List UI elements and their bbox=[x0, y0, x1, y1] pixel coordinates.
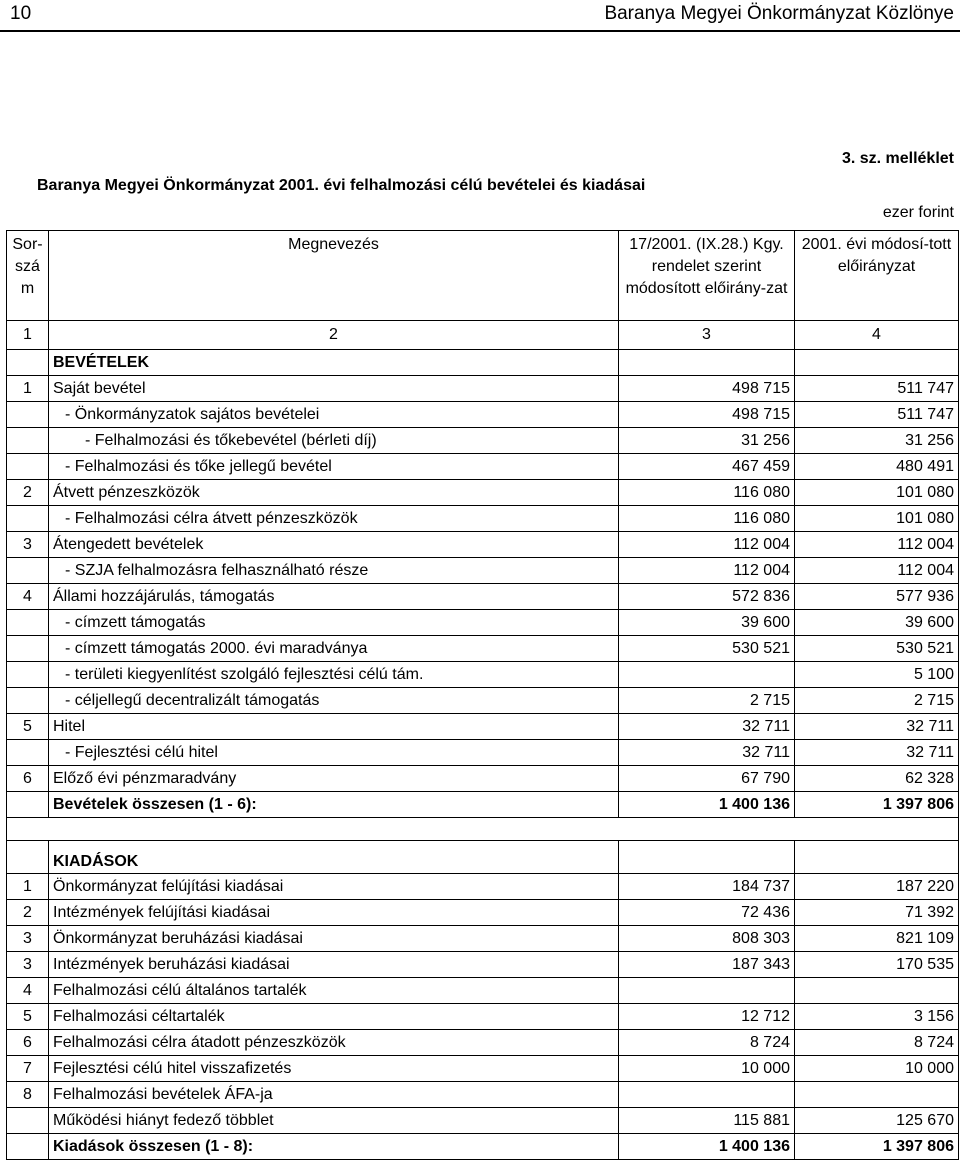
row-label: Átvett pénzeszközök bbox=[49, 480, 619, 506]
col-header-plan: 17/2001. (IX.28.) Kgy. rendelet szerint módosított előirány-zat bbox=[619, 231, 795, 321]
table-row bbox=[7, 610, 959, 636]
row-index bbox=[7, 1134, 49, 1160]
row-index bbox=[7, 636, 49, 662]
value-modified: 112 004 bbox=[795, 532, 959, 558]
value-modified: 511 747 bbox=[795, 376, 959, 402]
value-modified: 32 711 bbox=[795, 740, 959, 766]
row-index bbox=[7, 792, 49, 818]
total-label: Kiadások összesen (1 - 8): bbox=[49, 1134, 619, 1160]
value-plan: 112 004 bbox=[619, 532, 795, 558]
value-modified: 577 936 bbox=[795, 584, 959, 610]
row-label: - Felhalmozási és tőke jellegű bevétel bbox=[49, 454, 619, 480]
row-index bbox=[7, 350, 49, 376]
value-plan: 67 790 bbox=[619, 766, 795, 792]
row-index bbox=[7, 558, 49, 584]
value-plan bbox=[619, 662, 795, 688]
row-label: - SZJA felhalmozásra felhasználható része bbox=[49, 558, 619, 584]
table-row bbox=[7, 584, 959, 610]
value-modified: 112 004 bbox=[795, 558, 959, 584]
row-index: 5 bbox=[7, 1004, 49, 1030]
value-modified: 5 100 bbox=[795, 662, 959, 688]
row-label: Intézmények felújítási kiadásai bbox=[49, 900, 619, 926]
income-heading-row bbox=[7, 350, 959, 376]
annex-label: 3. sz. melléklet bbox=[841, 150, 954, 167]
value-modified: 32 711 bbox=[795, 714, 959, 740]
row-index bbox=[7, 841, 49, 874]
table-row bbox=[7, 480, 959, 506]
value-modified: 125 670 bbox=[795, 1108, 959, 1134]
col-header-name: Megnevezés bbox=[49, 231, 619, 321]
table-row bbox=[7, 900, 959, 926]
value-plan: 32 711 bbox=[619, 714, 795, 740]
page-number: 10 bbox=[10, 3, 32, 24]
column-number-row bbox=[7, 321, 959, 350]
table-row bbox=[7, 376, 959, 402]
table-row bbox=[7, 1108, 959, 1134]
value-plan: 467 459 bbox=[619, 454, 795, 480]
value-plan: 808 303 bbox=[619, 926, 795, 952]
row-label: Felhalmozási célra átadott pénzeszközök bbox=[49, 1030, 619, 1056]
value-modified: 10 000 bbox=[795, 1056, 959, 1082]
row-label: Előző évi pénzmaradvány bbox=[49, 766, 619, 792]
budget-table bbox=[6, 230, 959, 1160]
value-modified: 39 600 bbox=[795, 610, 959, 636]
col-number: 2 bbox=[49, 321, 619, 350]
row-label: Állami hozzájárulás, támogatás bbox=[49, 584, 619, 610]
row-index bbox=[7, 428, 49, 454]
table-row bbox=[7, 952, 959, 978]
row-label: Hitel bbox=[49, 714, 619, 740]
row-label: Felhalmozási célú általános tartalék bbox=[49, 978, 619, 1004]
row-index: 4 bbox=[7, 978, 49, 1004]
row-index: 7 bbox=[7, 1056, 49, 1082]
table-row bbox=[7, 402, 959, 428]
table-row bbox=[7, 714, 959, 740]
row-index: 3 bbox=[7, 926, 49, 952]
value-plan: 498 715 bbox=[619, 402, 795, 428]
value-plan: 12 712 bbox=[619, 1004, 795, 1030]
total-modified: 1 397 806 bbox=[795, 792, 959, 818]
value-plan: 530 521 bbox=[619, 636, 795, 662]
value-modified: 101 080 bbox=[795, 506, 959, 532]
table-row bbox=[7, 978, 959, 1004]
section-heading: KIADÁSOK bbox=[49, 841, 619, 874]
value-modified: 101 080 bbox=[795, 480, 959, 506]
col-number: 1 bbox=[7, 321, 49, 350]
row-index: 3 bbox=[7, 532, 49, 558]
table-row bbox=[7, 874, 959, 900]
row-index bbox=[7, 454, 49, 480]
value-plan: 31 256 bbox=[619, 428, 795, 454]
page-header bbox=[0, 0, 960, 32]
value-modified bbox=[795, 1082, 959, 1108]
table-row bbox=[7, 688, 959, 714]
value-plan: 32 711 bbox=[619, 740, 795, 766]
row-index bbox=[7, 1108, 49, 1134]
table-row bbox=[7, 740, 959, 766]
row-label: Felhalmozási céltartalék bbox=[49, 1004, 619, 1030]
row-index: 5 bbox=[7, 714, 49, 740]
row-label: - céljellegű decentralizált támogatás bbox=[49, 688, 619, 714]
table-row bbox=[7, 662, 959, 688]
value-modified: 71 392 bbox=[795, 900, 959, 926]
value-plan: 572 836 bbox=[619, 584, 795, 610]
row-label: - Felhalmozási és tőkebevétel (bérleti díj) bbox=[49, 428, 619, 454]
table-row bbox=[7, 454, 959, 480]
value-plan: 72 436 bbox=[619, 900, 795, 926]
value-plan: 8 724 bbox=[619, 1030, 795, 1056]
value-plan bbox=[619, 841, 795, 874]
value-plan: 187 343 bbox=[619, 952, 795, 978]
col-number: 3 bbox=[619, 321, 795, 350]
row-label: - címzett támogatás bbox=[49, 610, 619, 636]
table-row bbox=[7, 506, 959, 532]
column-header-row bbox=[7, 231, 959, 321]
publication-title: Baranya Megyei Önkormányzat Közlönye bbox=[604, 3, 954, 24]
row-index: 6 bbox=[7, 1030, 49, 1056]
row-index: 4 bbox=[7, 584, 49, 610]
row-label: Fejlesztési célú hitel visszafizetés bbox=[49, 1056, 619, 1082]
value-plan bbox=[619, 1082, 795, 1108]
value-plan: 39 600 bbox=[619, 610, 795, 636]
value-modified: 62 328 bbox=[795, 766, 959, 792]
row-index: 1 bbox=[7, 376, 49, 402]
row-index: 3 bbox=[7, 952, 49, 978]
value-plan bbox=[619, 350, 795, 376]
table-row bbox=[7, 428, 959, 454]
total-modified: 1 397 806 bbox=[795, 1134, 959, 1160]
table-row bbox=[7, 636, 959, 662]
row-index: 8 bbox=[7, 1082, 49, 1108]
row-index bbox=[7, 402, 49, 428]
row-label: - területi kiegyenlítést szolgáló fejlesztési célú tám. bbox=[49, 662, 619, 688]
value-plan bbox=[619, 978, 795, 1004]
row-label: - címzett támogatás 2000. évi maradványa bbox=[49, 636, 619, 662]
value-modified: 170 535 bbox=[795, 952, 959, 978]
table-row bbox=[7, 558, 959, 584]
value-plan: 498 715 bbox=[619, 376, 795, 402]
value-modified: 3 156 bbox=[795, 1004, 959, 1030]
value-modified bbox=[795, 350, 959, 376]
document-title: Baranya Megyei Önkormányzat 2001. évi felhalmozási célú bevételei és kiadásai bbox=[37, 177, 646, 194]
table-row bbox=[7, 532, 959, 558]
table-row bbox=[7, 1004, 959, 1030]
value-plan: 10 000 bbox=[619, 1056, 795, 1082]
row-index: 1 bbox=[7, 874, 49, 900]
spacer-cell bbox=[7, 818, 959, 841]
value-modified: 480 491 bbox=[795, 454, 959, 480]
row-label: - Fejlesztési célú hitel bbox=[49, 740, 619, 766]
row-index bbox=[7, 740, 49, 766]
row-label: Önkormányzat beruházási kiadásai bbox=[49, 926, 619, 952]
row-label: - Önkormányzatok sajátos bevételei bbox=[49, 402, 619, 428]
row-index bbox=[7, 662, 49, 688]
value-plan: 115 881 bbox=[619, 1108, 795, 1134]
table-row bbox=[7, 1082, 959, 1108]
value-modified bbox=[795, 978, 959, 1004]
expense-heading-row bbox=[7, 841, 959, 874]
row-index: 2 bbox=[7, 900, 49, 926]
total-plan: 1 400 136 bbox=[619, 792, 795, 818]
row-label: Saját bevétel bbox=[49, 376, 619, 402]
col-number: 4 bbox=[795, 321, 959, 350]
value-modified: 821 109 bbox=[795, 926, 959, 952]
value-plan: 116 080 bbox=[619, 506, 795, 532]
value-modified bbox=[795, 841, 959, 874]
spacer-row bbox=[7, 818, 959, 841]
value-modified: 31 256 bbox=[795, 428, 959, 454]
row-label: Intézmények beruházási kiadásai bbox=[49, 952, 619, 978]
row-index bbox=[7, 506, 49, 532]
col-header-index: Sor-szá m bbox=[7, 231, 49, 321]
col-header-modified: 2001. évi módosí-tott előirányzat bbox=[795, 231, 959, 321]
value-plan: 2 715 bbox=[619, 688, 795, 714]
value-modified: 8 724 bbox=[795, 1030, 959, 1056]
value-modified: 530 521 bbox=[795, 636, 959, 662]
row-label: Átengedett bevételek bbox=[49, 532, 619, 558]
table-row bbox=[7, 766, 959, 792]
income-total-row bbox=[7, 792, 959, 818]
row-index bbox=[7, 688, 49, 714]
value-plan: 184 737 bbox=[619, 874, 795, 900]
row-index: 2 bbox=[7, 480, 49, 506]
value-modified: 511 747 bbox=[795, 402, 959, 428]
row-index bbox=[7, 610, 49, 636]
expense-total-row bbox=[7, 1134, 959, 1160]
table-row bbox=[7, 1056, 959, 1082]
total-plan: 1 400 136 bbox=[619, 1134, 795, 1160]
table-row bbox=[7, 926, 959, 952]
row-label: Működési hiányt fedező többlet bbox=[49, 1108, 619, 1134]
total-label: Bevételek összesen (1 - 6): bbox=[49, 792, 619, 818]
unit-label: ezer forint bbox=[882, 204, 954, 221]
row-label: Felhalmozási bevételek ÁFA-ja bbox=[49, 1082, 619, 1108]
value-plan: 112 004 bbox=[619, 558, 795, 584]
section-heading: BEVÉTELEK bbox=[49, 350, 619, 376]
table-row bbox=[7, 1030, 959, 1056]
value-modified: 187 220 bbox=[795, 874, 959, 900]
row-label: Önkormányzat felújítási kiadásai bbox=[49, 874, 619, 900]
row-label: - Felhalmozási célra átvett pénzeszközök bbox=[49, 506, 619, 532]
row-index: 6 bbox=[7, 766, 49, 792]
value-plan: 116 080 bbox=[619, 480, 795, 506]
value-modified: 2 715 bbox=[795, 688, 959, 714]
